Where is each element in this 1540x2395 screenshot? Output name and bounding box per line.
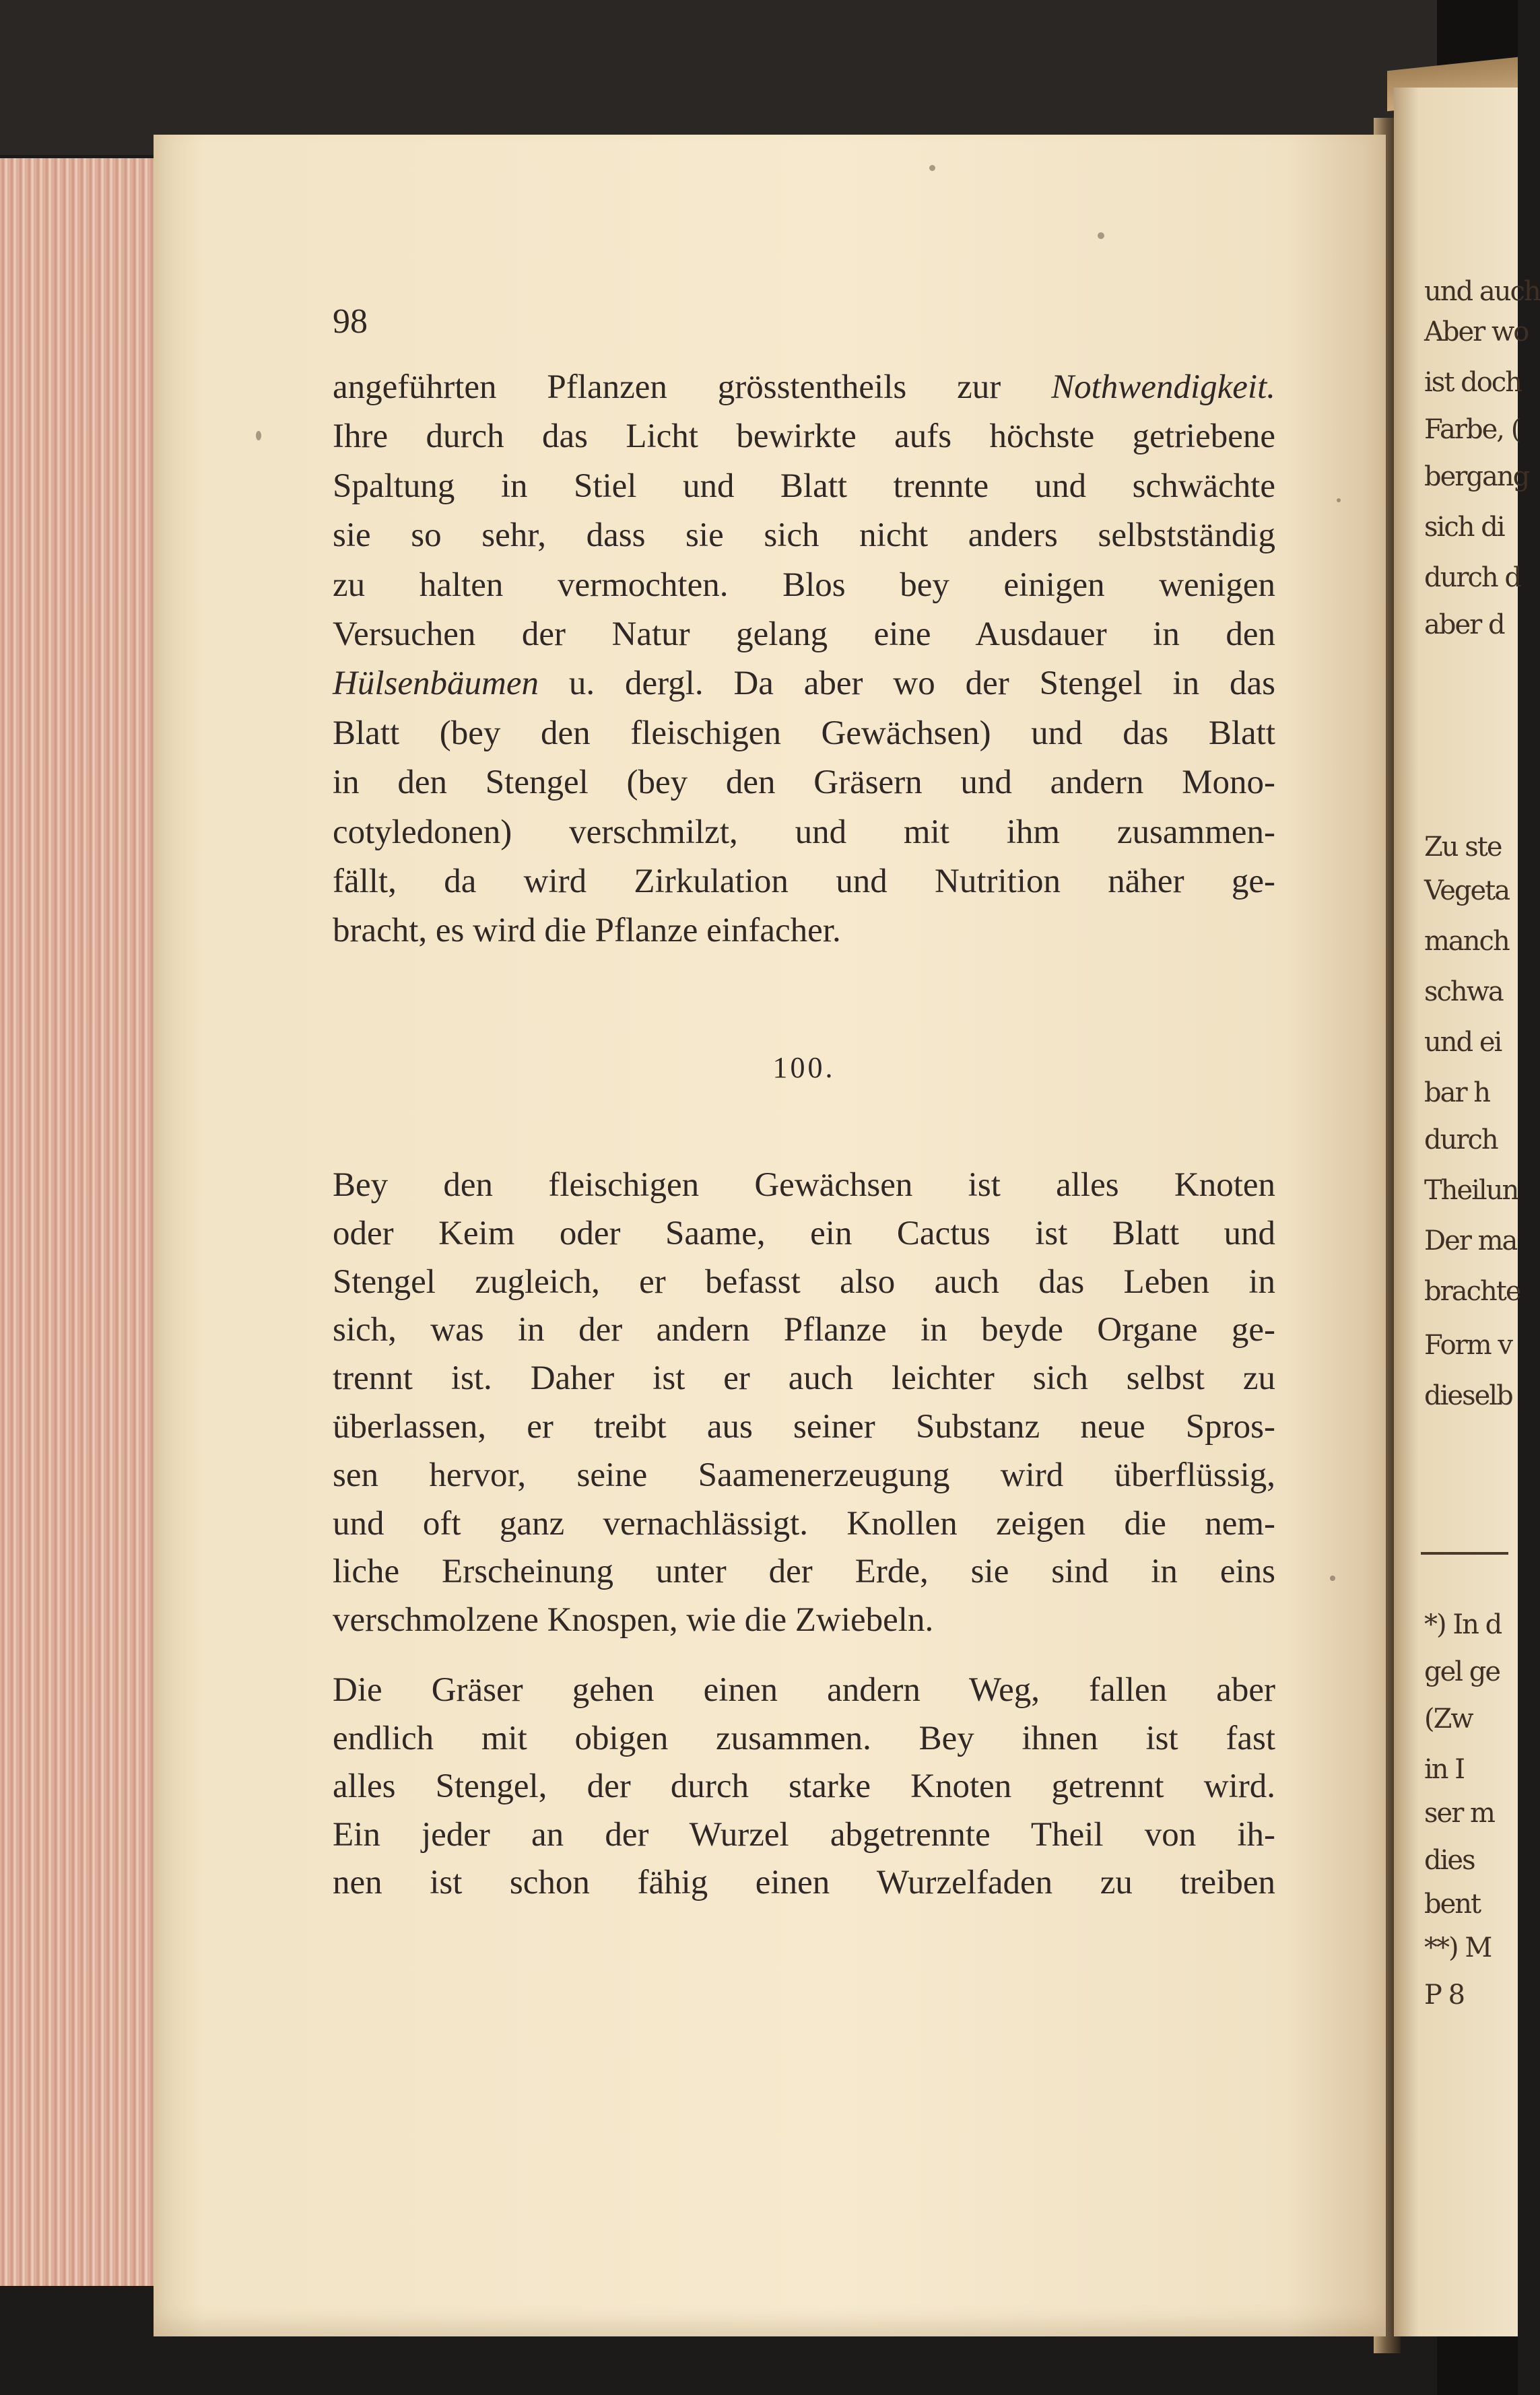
text-line <box>333 367 1275 407</box>
text-line: oder Keim oder Saame, ein Cactus ist Blatt und <box>333 1214 1275 1252</box>
background-top <box>0 0 1518 155</box>
facing-page-text: P 8 <box>1424 1980 1465 2011</box>
facing-page-text: in I <box>1424 1754 1465 1785</box>
text-line: Die Gräser gehen einen andern Weg, fallen aber <box>333 1671 1275 1709</box>
text-line <box>333 812 1275 852</box>
text-line: endlich mit obigen zusammen. Bey ihnen ist fast <box>333 1719 1275 1757</box>
facing-page-text: Theilun <box>1424 1175 1518 1206</box>
facing-page-text: sich di <box>1424 512 1504 543</box>
facing-page-text: durch <box>1424 1124 1498 1155</box>
text-span: Blatt (bey den fleischigen Gewächsen) und das Blatt <box>333 714 1275 752</box>
page-number: 98 <box>333 302 368 341</box>
text-span: sie so sehr, dass sie sich nicht anders selbstständig <box>333 516 1275 555</box>
text-line: liche Erscheinung unter der Erde, sie sind in eins <box>333 1553 1275 1591</box>
text-line: alles Stengel, der durch starke Knoten getrennt wird. <box>333 1767 1275 1805</box>
facing-page-text: bergang <box>1424 461 1529 492</box>
facing-page-text: schwa <box>1424 976 1503 1007</box>
paper-speck <box>256 431 261 440</box>
facing-page-text: dies <box>1424 1845 1475 1876</box>
paper-speck <box>1330 1576 1335 1581</box>
text-line <box>333 713 1275 753</box>
text-span: cotyledonen) verschmilzt, und mit ihm zusammen- <box>333 813 1275 851</box>
text-line <box>333 910 1275 951</box>
text-line <box>333 861 1275 902</box>
text-line <box>333 416 1275 457</box>
text-span: angeführten Pflanzen grösstentheils zur <box>333 368 1052 406</box>
italic-span: Nothwendigkeit. <box>1051 368 1275 406</box>
facing-page-text: Form v <box>1424 1330 1512 1361</box>
text-span: bracht, es wird die Pflanze einfacher. <box>333 912 841 950</box>
paper-speck <box>1098 232 1104 239</box>
facing-page-text: Farbe, ( <box>1424 414 1520 445</box>
facing-page-text: *) In d <box>1424 1609 1502 1640</box>
text-line <box>333 565 1275 605</box>
text-line: Bey den fleischigen Gewächsen ist alles Knoten <box>333 1166 1275 1204</box>
text-line: sich, was in der andern Pflanze in beyde Organe ge- <box>333 1311 1275 1349</box>
facing-page-text: aber d <box>1424 609 1504 640</box>
facing-page-text: und auch <box>1424 276 1540 307</box>
text-line <box>333 762 1275 803</box>
text-line <box>333 466 1275 506</box>
facing-page-text: bent <box>1424 1889 1481 1920</box>
facing-page-text: und ei <box>1424 1027 1502 1058</box>
text-line: Ein jeder an der Wurzel abgetrennte Theil von ih- <box>333 1815 1275 1854</box>
facing-page-text: durch d <box>1424 562 1520 593</box>
section-number: 100. <box>772 1051 836 1084</box>
text-line: verschmolzene Knospen, wie die Zwiebeln. <box>333 1601 934 1640</box>
text-line: Stengel zugleich, er befasst also auch das Leben in <box>333 1262 1275 1301</box>
facing-page-text: Aber wo <box>1424 316 1529 347</box>
text-span: fällt, da wird Zirkulation und Nutrition näher ge- <box>333 863 1275 900</box>
text-line: nen ist schon fähig einen Wurzelfaden zu treiben <box>333 1864 1275 1901</box>
text-line <box>333 663 1275 704</box>
facing-page-text: (Zw <box>1424 1704 1473 1734</box>
facing-page-text: dieselb <box>1424 1380 1512 1411</box>
text-span: Spaltung in Stiel und Blatt trennte und schwächte <box>333 467 1275 505</box>
text-line <box>333 515 1275 555</box>
facing-page-text: gel ge <box>1424 1656 1500 1687</box>
facing-page-text: **) M <box>1424 1932 1492 1963</box>
facing-page-text: manch <box>1424 926 1509 957</box>
text-span: Versuchen der Natur gelang eine Ausdauer in den <box>333 615 1275 653</box>
book-page-edges <box>0 158 161 2286</box>
facing-page-text: ser m <box>1424 1798 1494 1829</box>
footnote-rule <box>1421 1552 1508 1555</box>
italic-span: Hülsenbäumen <box>333 665 539 703</box>
facing-page-text: Der ma <box>1424 1225 1517 1256</box>
text-span: u. dergl. Da aber wo der Stengel in das <box>538 665 1275 703</box>
paper-speck <box>1337 498 1341 502</box>
facing-page-text: Zu ste <box>1424 832 1502 863</box>
text-span: Ihre durch das Licht bewirkte aufs höchste getriebene <box>333 417 1275 456</box>
paper-speck <box>929 165 935 171</box>
text-span: zu halten vermochten. Blos bey einigen wenigen <box>333 566 1275 604</box>
text-line: überlassen, er treibt aus seiner Substanz neue Spros- <box>333 1408 1275 1446</box>
facing-page-text: ist doch <box>1424 367 1521 398</box>
text-span: in den Stengel (bey den Gräsern und andern Mono- <box>333 764 1275 802</box>
facing-page-text: bar h <box>1424 1077 1490 1108</box>
facing-page-text: brachte <box>1424 1276 1520 1307</box>
facing-page <box>1394 88 1540 2336</box>
text-line: trennt ist. Daher ist er auch leichter sich selbst zu <box>333 1359 1275 1398</box>
text-line: und oft ganz vernachlässigt. Knollen zeigen die nem- <box>333 1504 1275 1543</box>
facing-page-text: Vegeta <box>1424 875 1510 906</box>
text-line: sen hervor, seine Saamenerzeugung wird überflüssig, <box>333 1456 1275 1494</box>
text-line <box>333 614 1275 654</box>
